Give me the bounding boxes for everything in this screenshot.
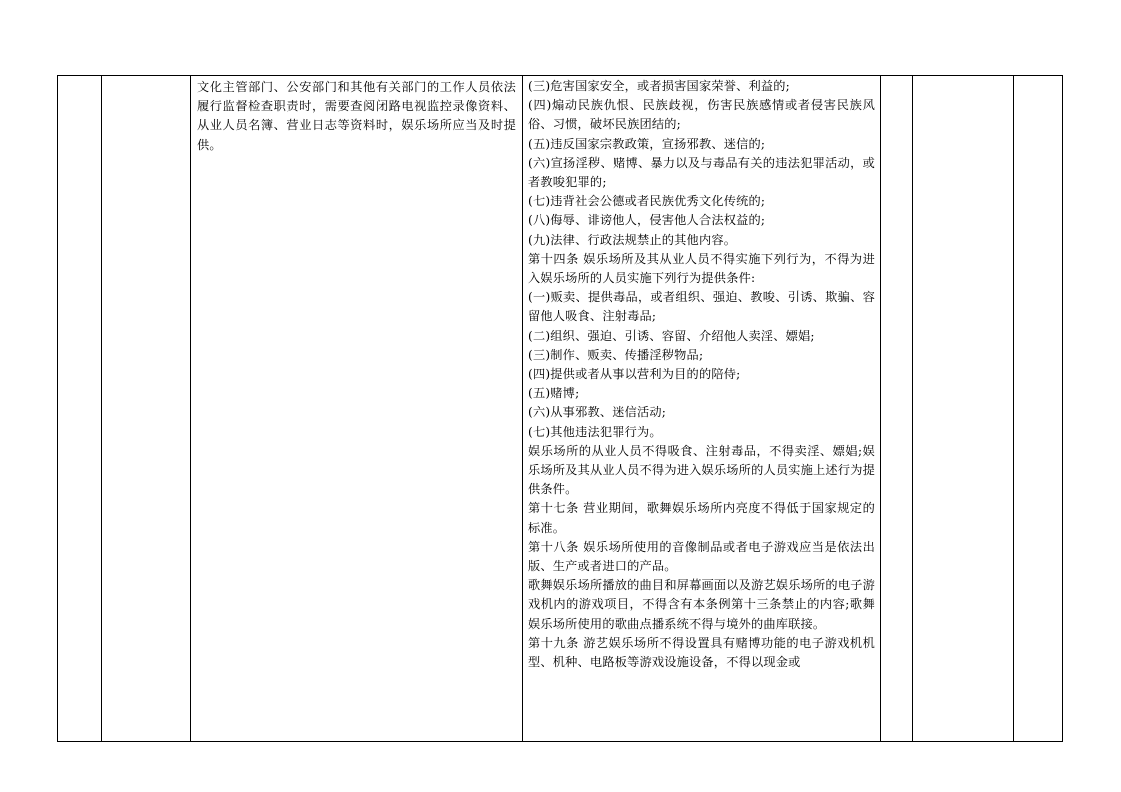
col4-paragraph: 第十七条 营业期间，歌舞娱乐场所内亮度不得低于国家规定的标准。 <box>528 501 875 535</box>
col4-paragraph: 歌舞娱乐场所播放的曲目和屏幕画面以及游艺娱乐场所的电子游戏机内的游戏项目，不得含有本条例第十三条禁止的内容;歌舞娱乐场所使用的歌曲点播系统不得与境外的曲库联接。 <box>528 578 875 631</box>
cell-col5 <box>881 76 913 742</box>
col4-paragraph: (八)侮辱、诽谤他人，侵害他人合法权益的; <box>528 213 766 228</box>
col4-text <box>523 76 880 672</box>
col4-paragraph: (二)组织、强迫、引诱、容留、介绍他人卖淫、嫖娼; <box>528 328 815 343</box>
col4-paragraph: 娱乐场所的从业人员不得吸食、注射毒品，不得卖淫、嫖娼;娱乐场所及其从业人员不得为进入娱乐场所的人员实施上述行为提供条件。 <box>528 443 875 497</box>
cell-col4 <box>523 76 881 742</box>
col4-paragraph: (七)违背社会公德或者民族优秀文化传统的; <box>528 194 766 209</box>
col4-paragraph: (六)宣扬淫秽、赌博、暴力以及与毒品有关的违法犯罪活动，或者教唆犯罪的; <box>528 155 875 190</box>
cell-col7 <box>1014 76 1063 742</box>
col4-paragraph: (六)从事邪教、迷信活动; <box>528 405 667 420</box>
col4-paragraph: (五)违反国家宗教政策，宣扬邪教、迷信的; <box>528 136 766 151</box>
col4-paragraph: 第十九条 游艺娱乐场所不得设置具有赌博功能的电子游戏机机型、机种、电路板等游戏设施设备，不得以现金或 <box>528 635 875 670</box>
document-table <box>57 75 1063 742</box>
col4-paragraph: (七)其他违法犯罪行为。 <box>528 424 662 439</box>
col4-paragraph: (九)法律、行政法规禁止的其他内容。 <box>528 232 737 247</box>
col4-paragraph: (四)煽动民族仇恨、民族歧视，伤害民族感情或者侵害民族风俗、习惯，破坏民族团结的; <box>528 98 875 132</box>
col3-text <box>191 76 522 155</box>
col4-paragraph: 第十四条 娱乐场所及其从业人员不得实施下列行为，不得为进入娱乐场所的人员实施下列行为提供条件: <box>528 251 875 286</box>
col4-paragraph: (四)提供或者从事以营利为目的的陪侍; <box>528 367 741 382</box>
cell-col6 <box>913 76 1014 742</box>
cell-col3 <box>191 76 523 742</box>
table-row <box>58 76 1063 742</box>
col4-paragraph: 第十八条 娱乐场所使用的音像制品或者电子游戏应当是依法出版、生产或者进口的产品。 <box>528 539 875 574</box>
cell-col2 <box>102 76 191 742</box>
col4-paragraph: (一)贩卖、提供毒品，或者组织、强迫、教唆、引诱、欺骗、容留他人吸食、注射毒品; <box>528 290 875 324</box>
col4-paragraph: (三)危害国家安全，或者损害国家荣誉、利益的; <box>528 79 790 93</box>
cell-col1 <box>58 76 102 742</box>
col4-paragraph: (五)赌博; <box>528 386 580 401</box>
col3-paragraph: 文化主管部门、公安部门和其他有关部门的工作人员依法履行监督检查职责时，需要查阅闭路电视监控录像资料、从业人员名簿、营业日志等资料时，娱乐场所应当及时提供。 <box>197 80 516 152</box>
col4-paragraph: (三)制作、贩卖、传播淫秽物品; <box>528 347 704 362</box>
